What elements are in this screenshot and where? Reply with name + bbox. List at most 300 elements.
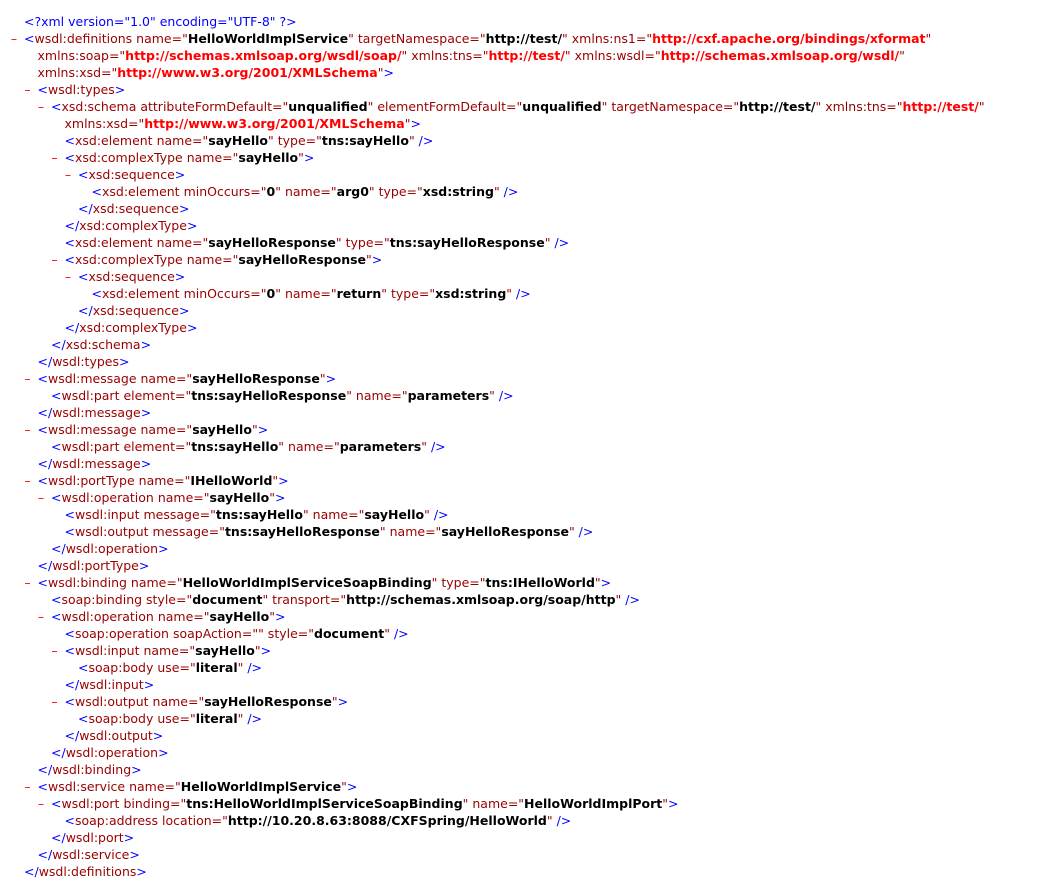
element-name: xsd:complexType (79, 218, 187, 233)
element-name: wsdl:binding (52, 762, 132, 777)
element-name: wsdl:message (47, 371, 137, 386)
markup-punct: < (51, 99, 62, 114)
xml-line-sequence-1-close (0, 200, 1043, 217)
xml-line-soap-address (0, 812, 1043, 829)
xml-line-port-close (0, 829, 1043, 846)
xml-line-element-sayhelloresponse (0, 234, 1043, 251)
collapse-toggle-icon[interactable]: – (24, 779, 31, 794)
attribute-text: name=" (280, 286, 337, 301)
xml-line-part-sayhello (0, 438, 1043, 455)
attribute-text: minOccurs=" (179, 184, 267, 199)
attribute-text: " (601, 99, 608, 114)
xml-line-text (65, 693, 349, 710)
attribute-text: " (544, 235, 551, 250)
markup-punct: </ (51, 830, 66, 845)
xml-line-text (38, 778, 358, 795)
xml-line-schema-cont (0, 115, 1043, 132)
attribute-text: " (379, 524, 386, 539)
attribute-text: type=" (273, 133, 322, 148)
element-name: wsdl:definitions (38, 864, 137, 879)
markup-punct: </ (64, 218, 80, 233)
markup-punct: </ (78, 201, 93, 216)
markup-punct: < (51, 439, 62, 454)
xml-line-operation-1-open (0, 489, 1043, 506)
xml-line-message-sayhello-open (0, 421, 1043, 438)
xml-line-schema-close (0, 336, 1043, 353)
attribute-text: type=" (437, 575, 486, 590)
attribute-text: elementFormDefault=" (373, 99, 523, 114)
xml-line-text (65, 217, 198, 234)
attribute-text: xmlns:ns1=" (567, 31, 653, 46)
xml-line-part-response (0, 387, 1043, 404)
xml-line-soap-binding (0, 591, 1043, 608)
attribute-text: use=" (153, 711, 196, 726)
markup-punct: > (152, 728, 164, 743)
markup-punct: > (668, 796, 679, 811)
markup-punct: </ (37, 762, 53, 777)
xml-line-text (24, 30, 931, 47)
markup-punct: </ (64, 728, 80, 743)
markup-punct: </ (37, 354, 53, 369)
markup-punct: > (140, 405, 152, 420)
attribute-text: " (335, 235, 342, 250)
attribute-text: " (272, 473, 279, 488)
attribute-text: " (408, 133, 415, 148)
attribute-value: literal (195, 660, 238, 675)
markup-punct: < (51, 796, 62, 811)
attribute-text: " (546, 813, 553, 828)
attribute-value: sayHello (238, 150, 299, 165)
attribute-value: sayHelloResponse (208, 235, 336, 250)
xml-line-binding-open (0, 574, 1043, 591)
attribute-text: " (978, 99, 985, 114)
markup-punct: > (123, 830, 135, 845)
attribute-text: name=" (385, 524, 442, 539)
markup-punct: /> (550, 235, 570, 250)
attribute-value: sayHello (364, 507, 425, 522)
markup-punct: /> (512, 286, 531, 301)
xml-line-soap-operation (0, 625, 1043, 642)
xml-line-service-close (0, 846, 1043, 863)
attribute-text: " (237, 711, 244, 726)
xml-line-input-2-open (0, 642, 1043, 659)
markup-punct: < (78, 711, 89, 726)
xml-line-text (38, 846, 140, 863)
element-name: xsd:element (101, 286, 180, 301)
attribute-text: name=" (148, 694, 205, 709)
markup-punct: /> (243, 711, 263, 726)
attribute-text: " (319, 371, 326, 386)
markup-punct: < (78, 269, 89, 284)
markup-punct: > (140, 337, 152, 352)
xml-line-definitions-cont2 (0, 64, 1043, 81)
attribute-text: name=" (284, 439, 340, 454)
attribute-text: attributeFormDefault=" (136, 99, 289, 114)
element-name: xsd:complexType (79, 320, 187, 335)
xml-line-text (38, 557, 150, 574)
markup-punct: < (51, 388, 62, 403)
markup-punct: > (178, 303, 190, 318)
element-name: xsd:element (74, 235, 153, 250)
xml-line-text (65, 812, 572, 829)
collapse-toggle-icon[interactable]: – (51, 694, 58, 709)
markup-punct: < (51, 490, 62, 505)
attribute-value: unqualified (522, 99, 602, 114)
attribute-value: tns:sayHelloResponse (389, 235, 545, 250)
attribute-value: HelloWorldImplService (180, 779, 342, 794)
collapse-toggle-icon[interactable]: – (51, 252, 58, 267)
attribute-text: type=" (374, 184, 423, 199)
attribute-value: xsd:string (435, 286, 507, 301)
attribute-value: literal (195, 711, 238, 726)
markup-punct: </ (64, 320, 80, 335)
markup-punct: > (186, 320, 198, 335)
collapse-toggle-icon[interactable]: – (64, 167, 72, 182)
xml-line-sequence-2-close (0, 302, 1043, 319)
attribute-text: name=" (126, 575, 183, 590)
element-name: wsdl:types (52, 354, 119, 369)
attribute-text: xmlns:tns=" (407, 48, 489, 63)
xml-line-porttype-close (0, 557, 1043, 574)
attribute-value: http://10.20.8.63:8088/CXFSpring/HelloWorld (227, 813, 547, 828)
xml-line-text (51, 489, 286, 506)
attribute-text: style=" (142, 592, 193, 607)
collapse-toggle-icon[interactable]: – (51, 643, 58, 658)
markup-punct: < (51, 609, 62, 624)
collapse-toggle-icon[interactable]: – (24, 82, 31, 97)
markup-punct: > (129, 847, 140, 862)
attribute-text: message=" (139, 507, 216, 522)
attribute-text: xmlns:xsd=" (64, 116, 145, 131)
attribute-value: HelloWorldImplService (187, 31, 349, 46)
markup-punct: < (91, 286, 102, 301)
attribute-text: xmlns:wsdl=" (570, 48, 661, 63)
attribute-text: " (568, 524, 575, 539)
xml-line-element-sayhello (0, 132, 1043, 149)
attribute-value: tns:sayHello (191, 439, 279, 454)
attribute-text: " (262, 592, 269, 607)
xml-line-output-2-open (0, 693, 1043, 710)
xml-line-element-return (0, 285, 1043, 302)
attribute-text: " (506, 286, 513, 301)
xml-line-text (38, 81, 126, 98)
xml-line-types-close (0, 353, 1043, 370)
markup-punct: > (186, 218, 198, 233)
namespace-value: http://test/ (488, 48, 565, 63)
attribute-value: sayHello (209, 609, 270, 624)
xml-line-operation-2-open (0, 608, 1043, 625)
attribute-text: name=" (139, 643, 196, 658)
markup-punct: </ (37, 456, 53, 471)
markup-punct: > (337, 694, 349, 709)
markup-punct: /> (552, 813, 572, 828)
attribute-text: " (346, 388, 352, 403)
attribute-text: " (424, 507, 430, 522)
attribute-value: parameters (407, 388, 490, 403)
attribute-text: " (421, 439, 427, 454)
xml-line-text (78, 166, 185, 183)
markup-punct: < (37, 575, 48, 590)
markup-punct: > (410, 116, 421, 131)
attribute-text: name=" (134, 473, 191, 488)
attribute-value: IHelloWorld (190, 473, 273, 488)
attribute-text: " (381, 286, 387, 301)
xml-line-message-response-close (0, 404, 1043, 421)
xml-line-text (65, 676, 155, 693)
attribute-value: sayHelloResponse (204, 694, 332, 709)
element-name: wsdl:types (47, 82, 115, 97)
markup-punct: /> (574, 524, 594, 539)
attribute-value: sayHello (208, 133, 268, 148)
element-name: wsdl:operation (65, 541, 159, 556)
markup-punct: > (275, 490, 286, 505)
element-name: wsdl:operation (61, 609, 154, 624)
element-name: xsd:schema (61, 99, 137, 114)
collapse-toggle-icon[interactable]: – (24, 473, 31, 488)
xml-line-text (38, 47, 905, 64)
attribute-text: " (275, 286, 281, 301)
attribute-text: use=" (153, 660, 196, 675)
collapse-toggle-icon[interactable]: – (37, 490, 45, 505)
xml-line-text (51, 829, 134, 846)
xml-line-binding-close (0, 761, 1043, 778)
element-name: wsdl:portType (47, 473, 135, 488)
attribute-text: targetNamespace=" (607, 99, 740, 114)
element-name: xsd:sequence (92, 303, 179, 318)
markup-punct: /> (499, 184, 519, 199)
attribute-text: " (815, 99, 822, 114)
xml-line-message-sayhello-close (0, 455, 1043, 472)
xml-line-text (92, 285, 531, 302)
attribute-text: " (251, 422, 258, 437)
attribute-value: tns:sayHello (215, 507, 303, 522)
xml-line-text (65, 149, 315, 166)
markup-punct: </ (78, 303, 93, 318)
attribute-value: return (336, 286, 382, 301)
attribute-text: " (254, 643, 261, 658)
attribute-text: " (367, 99, 374, 114)
markup-punct: </ (51, 337, 66, 352)
xml-line-text (51, 438, 446, 455)
collapse-toggle-icon[interactable]: – (37, 609, 45, 624)
markup-punct: > (278, 473, 289, 488)
element-name: xsd:schema (65, 337, 141, 352)
xml-line-text (65, 132, 434, 149)
xml-line-text (51, 608, 286, 625)
markup-punct: < (64, 524, 75, 539)
namespace-value: http://cxf.apache.org/bindings/xformat (652, 31, 926, 46)
xml-line-text (24, 863, 147, 880)
element-name: soap:body (88, 711, 154, 726)
attribute-text: " (662, 796, 669, 811)
xml-document-view (0, 13, 1043, 880)
attribute-text: name=" (136, 422, 193, 437)
attribute-text: " (341, 779, 347, 794)
collapse-toggle-icon[interactable]: – (24, 371, 31, 386)
attribute-value: 0 (266, 184, 276, 199)
attribute-text: name=" (280, 184, 337, 199)
markup-punct: > (178, 201, 190, 216)
attribute-text: name=" (351, 388, 408, 403)
markup-punct: < (91, 184, 102, 199)
xml-line-text (65, 234, 570, 251)
attribute-text: " (594, 575, 601, 590)
attribute-text: name=" (136, 371, 193, 386)
markup-punct: /> (621, 592, 640, 607)
attribute-value: tns:HelloWorldImplServiceSoapBinding (186, 796, 463, 811)
element-name: soap:binding (61, 592, 143, 607)
element-name: wsdl:input (74, 643, 140, 658)
attribute-text: name=" (125, 779, 181, 794)
attribute-text: element=" (119, 388, 192, 403)
markup-punct: > (346, 779, 358, 794)
attribute-text: " (564, 48, 571, 63)
attribute-text: " (462, 796, 469, 811)
attribute-text: " (404, 116, 411, 131)
attribute-value: http://test/ (485, 31, 563, 46)
namespace-value: http://schemas.xmlsoap.org/wsdl/ (660, 48, 900, 63)
markup-punct: /> (243, 660, 263, 675)
attribute-text: " (278, 439, 285, 454)
collapse-toggle-icon[interactable]: – (37, 796, 45, 811)
attribute-text: name=" (468, 796, 525, 811)
markup-punct: < (37, 422, 48, 437)
xml-line-sequence-1-open (0, 166, 1043, 183)
xml-line-operation-2-close (0, 744, 1043, 761)
attribute-text: name=" (308, 507, 365, 522)
xml-line-soap-body-1 (0, 659, 1043, 676)
attribute-text: style=" (263, 626, 314, 641)
attribute-value: document (314, 626, 385, 641)
element-name: soap:body (88, 660, 154, 675)
xml-line-complextype-sayhello-open (0, 149, 1043, 166)
markup-punct: < (37, 779, 48, 794)
element-name: wsdl:part (61, 439, 120, 454)
markup-punct: </ (51, 541, 66, 556)
collapse-toggle-icon[interactable]: – (51, 150, 58, 165)
markup-punct: /> (429, 507, 449, 522)
xml-line-text (78, 659, 262, 676)
attribute-value: HelloWorldImplPort (524, 796, 663, 811)
markup-punct: > (118, 354, 130, 369)
markup-punct: </ (24, 864, 39, 879)
markup-punct: < (64, 694, 75, 709)
markup-punct: /> (414, 133, 434, 148)
element-name: wsdl:operation (61, 490, 154, 505)
attribute-value: arg0 (336, 184, 369, 199)
xml-line-text (65, 625, 409, 642)
markup-punct: > (600, 575, 612, 590)
xml-line-input-1 (0, 506, 1043, 523)
markup-punct: /> (389, 626, 409, 641)
attribute-value: document (192, 592, 263, 607)
collapse-toggle-icon[interactable]: – (37, 99, 45, 114)
collapse-toggle-icon[interactable]: – (10, 31, 18, 46)
xml-line-operation-1-close (0, 540, 1043, 557)
xml-line-text (65, 319, 198, 336)
xml-line-element-arg0 (0, 183, 1043, 200)
xml-line-port-open (0, 795, 1043, 812)
xml-line-text (65, 727, 164, 744)
markup-punct: > (371, 252, 383, 267)
attribute-text: " (493, 184, 500, 199)
markup-punct: </ (37, 847, 53, 862)
xml-line-soap-body-2 (0, 710, 1043, 727)
attribute-text: " (401, 48, 408, 63)
xml-line-text (38, 64, 394, 81)
xml-line-service-open (0, 778, 1043, 795)
element-name: xsd:sequence (88, 167, 175, 182)
collapse-toggle-icon[interactable]: – (24, 422, 31, 437)
element-name: soap:operation (74, 626, 169, 641)
attribute-text: " (489, 388, 495, 403)
attribute-text: " (377, 65, 384, 80)
markup-punct: </ (51, 745, 66, 760)
element-name: wsdl:message (47, 422, 137, 437)
attribute-text: type=" (341, 235, 390, 250)
attribute-value: http://test/ (739, 99, 816, 114)
xml-line-text (78, 268, 185, 285)
attribute-text: " (298, 150, 304, 165)
xml-line-text (38, 472, 289, 489)
attribute-text: " (384, 626, 390, 641)
element-name: wsdl:service (52, 847, 130, 862)
markup-punct: /> (494, 388, 514, 403)
markup-punct: > (275, 609, 286, 624)
markup-punct: > (114, 82, 126, 97)
collapse-toggle-icon[interactable]: – (64, 269, 72, 284)
xml-line-text (65, 642, 272, 659)
xml-line-text (38, 370, 337, 387)
attribute-text: " (348, 31, 354, 46)
attribute-value: sayHello (195, 643, 255, 658)
element-name: wsdl:service (47, 779, 126, 794)
xml-line-text (51, 744, 169, 761)
xml-line-text (51, 795, 679, 812)
xml-line-text (38, 574, 612, 591)
attribute-text: type=" (386, 286, 436, 301)
markup-punct: > (325, 371, 337, 386)
xml-line-text (92, 183, 519, 200)
xml-line-sequence-2-open (0, 268, 1043, 285)
element-name: xsd:sequence (92, 201, 179, 216)
xml-line-definitions-open (0, 30, 1043, 47)
collapse-toggle-icon[interactable]: – (24, 575, 31, 590)
namespace-value: http://schemas.xmlsoap.org/wsdl/soap/ (125, 48, 402, 63)
markup-punct: > (303, 150, 315, 165)
attribute-text: location=" (158, 813, 228, 828)
markup-punct: > (257, 422, 269, 437)
markup-punct: > (131, 762, 142, 777)
markup-punct: > (174, 167, 186, 182)
attribute-text: element=" (119, 439, 192, 454)
attribute-value: unqualified (288, 99, 368, 114)
element-name: wsdl:message (52, 405, 141, 420)
markup-punct: > (174, 269, 186, 284)
attribute-value: parameters (339, 439, 422, 454)
element-name: wsdl:part (61, 388, 120, 403)
attribute-text: soapAction="" (168, 626, 264, 641)
attribute-text: " (269, 609, 276, 624)
markup-punct: < (64, 813, 75, 828)
markup-punct: > (260, 643, 272, 658)
xml-line-complextype-sayhello-close (0, 217, 1043, 234)
markup-punct: </ (64, 677, 80, 692)
xml-line-text (38, 421, 269, 438)
xml-line-text (65, 506, 449, 523)
markup-punct: > (143, 677, 155, 692)
attribute-text: xmlns:xsd=" (37, 65, 118, 80)
